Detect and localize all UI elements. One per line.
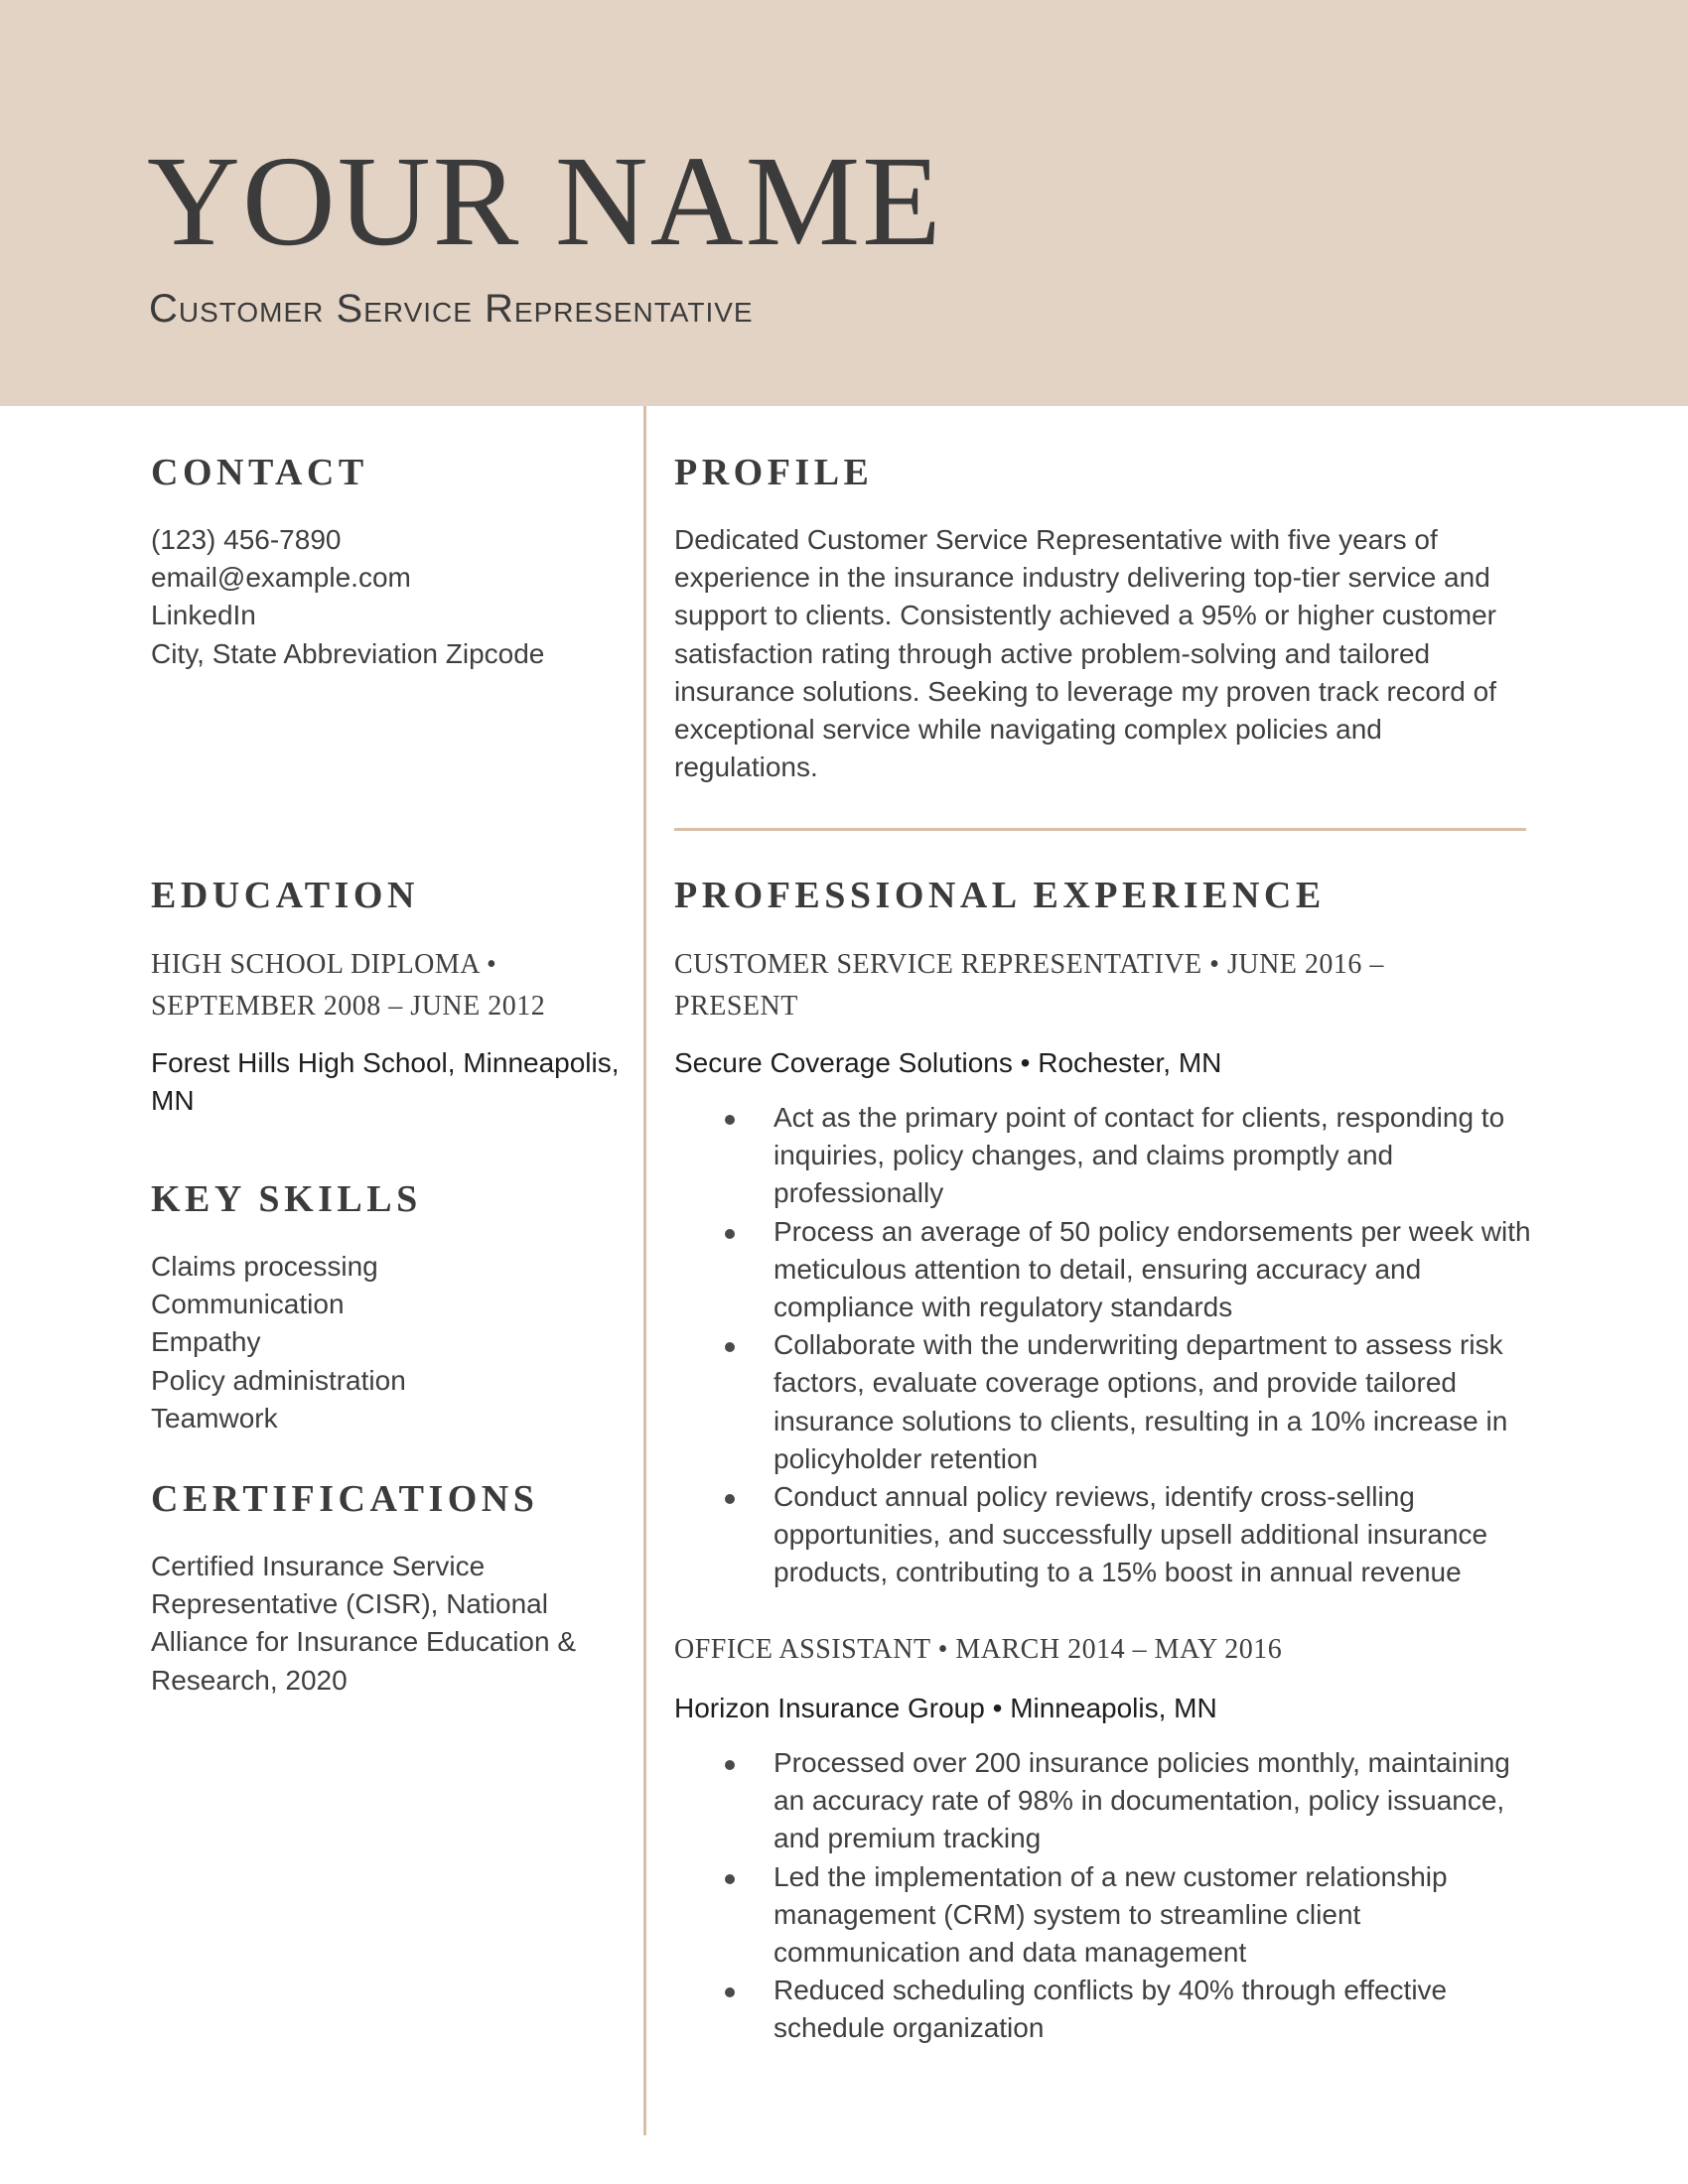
profile-heading: PROFILE [674, 452, 874, 493]
skill-item: Claims processing [151, 1251, 378, 1282]
bullet-dot-icon [725, 1342, 735, 1352]
profile-line: experience in the insurance industry delivering top-tier service and [674, 562, 1490, 594]
education-school [151, 1044, 620, 1120]
bullet-line: factors, evaluate coverage options, and provide tailored [774, 1367, 1457, 1399]
job-title-line: OFFICE ASSISTANT • MARCH 2014 – MAY 2016 [674, 1634, 1283, 1665]
candidate-name: YOUR NAME [147, 130, 943, 273]
contact-block [151, 521, 544, 673]
skill-item: Policy administration [151, 1364, 406, 1396]
bullet-line: Act as the primary point of contact for clients, responding to [774, 1102, 1505, 1133]
bullet-item [674, 1478, 1531, 1592]
bullet-line: opportunities, and successfully upsell additional insurance [774, 1519, 1488, 1551]
skills-list [151, 1248, 406, 1437]
experience-heading: PROFESSIONAL EXPERIENCE [674, 875, 1326, 916]
bullet-line: an accuracy rate of 98% in documentation, policy issuance, [774, 1785, 1505, 1817]
education-dates: SEPTEMBER 2008 – JUNE 2012 [151, 991, 546, 1022]
certifications-heading: CERTIFICATIONS [151, 1478, 539, 1520]
job-2-company: Horizon Insurance Group • Minneapolis, MN [674, 1693, 1217, 1723]
contact-phone: (123) 456-7890 [151, 524, 342, 555]
bullet-item [674, 1326, 1531, 1478]
bullet-line: schedule organization [774, 2012, 1045, 2044]
bullet-line: Processed over 200 insurance policies monthly, maintaining [774, 1747, 1510, 1778]
header-band [0, 0, 1688, 406]
certification-line: Research, 2020 [151, 1664, 348, 1696]
bullet-line: Process an average of 50 policy endorsements per week with [774, 1215, 1531, 1247]
skill-item: Empathy [151, 1326, 261, 1358]
bullet-line: Led the implementation of a new customer relationship [774, 1860, 1448, 1892]
bullet-item [674, 1744, 1510, 1858]
bullet-item [674, 1213, 1531, 1327]
profile-line: exceptional service while navigating complex policies and [674, 714, 1382, 746]
job-title-subtitle: Customer Service Representative [149, 287, 754, 331]
skill-item: Communication [151, 1289, 345, 1320]
column-divider [643, 406, 646, 2135]
profile-line: insurance solutions. Seeking to leverage my proven track record of [674, 675, 1496, 707]
bullet-dot-icon [725, 1987, 735, 1997]
contact-location: City, State Abbreviation Zipcode [151, 637, 545, 669]
bullet-line: Conduct annual policy reviews, identify cross-selling [774, 1481, 1415, 1513]
profile-divider [674, 828, 1526, 831]
profile-line: regulations. [674, 751, 818, 783]
bullet-dot-icon [725, 1115, 735, 1125]
bullet-dot-icon [725, 1760, 735, 1770]
bullet-dot-icon [725, 1494, 735, 1504]
job-2-bullets [674, 1744, 1510, 2048]
bullet-dot-icon [725, 1874, 735, 1884]
certification-line: Representative (CISR), National [151, 1588, 548, 1620]
job-1-bullets [674, 1099, 1531, 1592]
bullet-line: Collaborate with the underwriting department to assess risk [774, 1329, 1503, 1361]
certification-line: Certified Insurance Service [151, 1551, 486, 1581]
bullet-line: Reduced scheduling conflicts by 40% through effective [774, 1975, 1448, 2006]
profile-summary [674, 521, 1496, 786]
bullet-line: policyholder retention [774, 1442, 1039, 1474]
education-school-state: MN [151, 1085, 195, 1117]
profile-line: Dedicated Customer Service Representative with five years of [674, 524, 1438, 555]
bullet-line: management (CRM) system to streamline client [774, 1898, 1361, 1930]
education-school-line: Forest Hills High School, Minneapolis, [151, 1047, 620, 1078]
profile-line: support to clients. Consistently achieved a 95% or higher customer [674, 600, 1496, 631]
job-title-line: CUSTOMER SERVICE REPRESENTATIVE • JUNE 2016 – [674, 949, 1384, 980]
bullet-line: insurance solutions to clients, resulting in a 10% increase in [774, 1405, 1508, 1436]
education-heading: EDUCATION [151, 875, 419, 916]
bullet-line: meticulous attention to detail, ensuring accuracy and [774, 1253, 1422, 1285]
contact-email: email@example.com [151, 562, 411, 594]
profile-line: satisfaction rating through active problem-solving and tailored [674, 637, 1431, 669]
bullet-item [674, 1858, 1510, 1973]
bullet-line: communication and data management [774, 1937, 1247, 1969]
bullet-dot-icon [725, 1229, 735, 1239]
bullet-line: compliance with regulatory standards [774, 1292, 1233, 1323]
bullet-line: products, contributing to a 15% boost in annual revenue [774, 1557, 1462, 1588]
skills-heading: KEY SKILLS [151, 1178, 422, 1220]
skill-item: Teamwork [151, 1402, 278, 1433]
job-1-company: Secure Coverage Solutions • Rochester, MN [674, 1047, 1222, 1078]
bullet-line: and premium tracking [774, 1823, 1042, 1854]
certifications-text [151, 1548, 576, 1700]
bullet-line: professionally [774, 1177, 944, 1209]
contact-linkedin: LinkedIn [151, 600, 256, 631]
job-title-line: PRESENT [674, 991, 798, 1022]
job-2-title [674, 1629, 1282, 1671]
bullet-line: inquiries, policy changes, and claims promptly and [774, 1140, 1394, 1171]
education-degree-line: HIGH SCHOOL DIPLOMA • [151, 949, 497, 980]
job-1-title [674, 944, 1384, 1027]
contact-heading: CONTACT [151, 452, 368, 493]
bullet-item [674, 1972, 1510, 2047]
bullet-item [674, 1099, 1531, 1213]
education-degree [151, 944, 545, 1027]
certification-line: Alliance for Insurance Education & [151, 1626, 577, 1658]
